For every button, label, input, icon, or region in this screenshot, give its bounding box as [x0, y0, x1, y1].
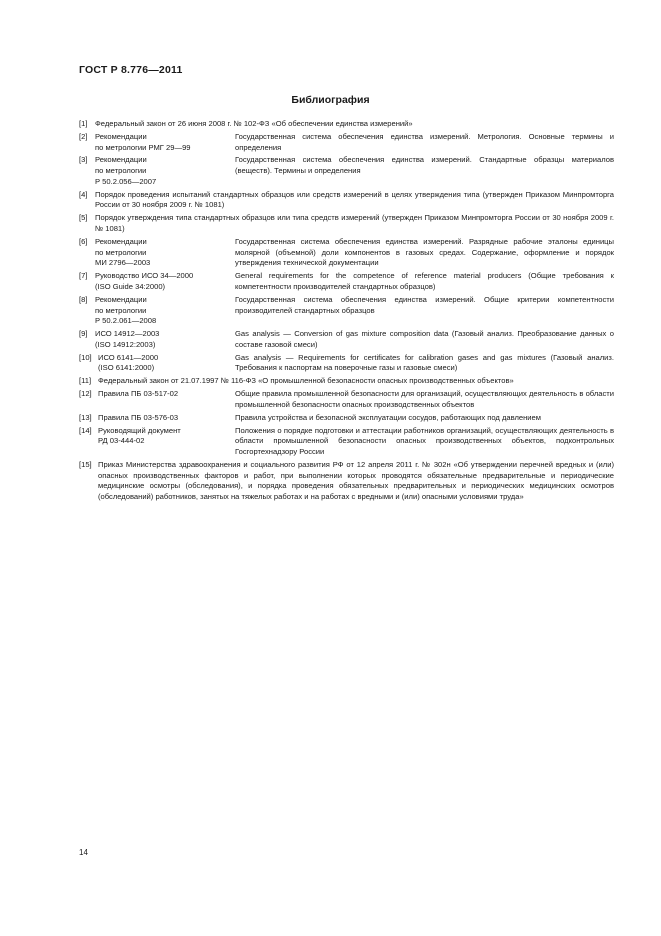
entry-text: Федеральный закон от 26 июня 2008 г. № 102-ФЗ «Об обеспечении единства измерений»	[95, 119, 413, 128]
entry-description: Gas analysis — Requirements for certificates for calibration gases and gas mixtures (Газовый анализ. Требования к паспортам на поверочные газы и газовые смеси)	[235, 352, 614, 373]
bibliography-entry	[79, 413, 614, 424]
entry-number: [11]	[79, 376, 92, 386]
entry-number: [3]	[79, 155, 88, 165]
bibliography-entry	[79, 213, 614, 234]
bibliography-entry	[79, 119, 614, 130]
entry-number: [4]	[79, 189, 88, 199]
entry-number: [1]	[79, 119, 88, 128]
entry-designation: Правила ПБ 03-517-02	[98, 389, 179, 399]
entry-number: [8]	[79, 294, 88, 304]
bibliography-entry	[79, 190, 614, 211]
entry-text: Федеральный закон от 21.07.1997 № 116-ФЗ «О промышленной безопасности опасных производственных объектов»	[98, 376, 514, 386]
bibliography-entry	[79, 329, 614, 350]
entry-text: Порядок проведения испытаний стандартных образцов или средств измерений в целях утверждения типа (утвержден Приказом Минпромторга России от 30 ноября 2009 г. № 1081)	[95, 189, 614, 210]
bibliography-entry	[79, 271, 614, 292]
entry-designation: Рекомендации по метрологии Р 50.2.061—2008	[95, 294, 157, 326]
entry-number: [7]	[79, 271, 88, 281]
entry-designation: ИСО 6141—2000 (ISO 6141:2000)	[98, 352, 159, 373]
bibliography-entry	[79, 389, 614, 410]
bibliography-entry	[79, 426, 614, 458]
bibliography-entry	[79, 295, 614, 327]
page-number: 14	[79, 848, 88, 857]
entry-number: [5]	[79, 213, 88, 223]
bibliography-entry	[79, 376, 614, 387]
entry-text: Порядок утверждения типа стандартных образцов или типа средств измерений (утвержден Приказом Минпромторга России от 30 ноября 2009 г. № 1081)	[95, 213, 614, 234]
entry-number: [14]	[79, 425, 92, 435]
entry-number: [12]	[79, 389, 92, 399]
bibliography-entry	[79, 237, 614, 269]
entry-designation: ИСО 14912—2003 (ISO 14912:2003)	[95, 329, 160, 349]
entry-text: Приказ Министерства здравоохранения и социального развития РФ от 12 апреля 2011 г. № 302н «Об утверждении перечней вредных и (или) опасных производственных факторов и работ, при выполнении которых проводятся обязательные предварительные и периодические медицинские осмотры (обследования), и порядка проведения обязательных предварительных и периодических медицинских осмотров (обследований) работников, занятых на тяжелых работах и на работах с вредными и (или) опасными условиями труда»	[98, 460, 614, 502]
entry-designation: Руководящий документ РД 03-444-02	[98, 425, 181, 446]
entry-number: [6]	[79, 236, 88, 246]
entry-number: [9]	[79, 329, 88, 339]
entry-description: Государственная система обеспечения единства измерений. Разрядные рабочие эталоны единицы молярной (объемной) доли компонентов в газовых средах. Содержание, оформление и порядок утверждения технической документации	[235, 236, 614, 268]
entry-designation: Правила ПБ 03-576-03	[98, 412, 179, 422]
entry-description: Государственная система обеспечения единства измерений. Общие критерии компетентности производителей стандартных образцов	[235, 294, 614, 315]
bibliography-entry	[79, 353, 614, 374]
entry-description: Общие правила промышленной безопасности для организаций, осуществляющих деятельность в области промышленной безопасности опасных производственных объектов	[235, 389, 614, 409]
bibliography-entry	[79, 155, 614, 187]
document-header: ГОСТ Р 8.776—2011	[79, 64, 183, 76]
entry-description: Государственная система обеспечения единства измерений. Стандартные образцы материалов (веществ). Термины и определения	[235, 155, 614, 176]
entry-designation: Рекомендации по метрологии РМГ 29—99	[95, 131, 191, 152]
entry-description: Государственная система обеспечения единства измерений. Метрология. Основные термины и определения	[235, 131, 614, 152]
entry-number: [13]	[79, 412, 92, 422]
entry-designation: Рекомендации по метрологии МИ 2796—2003	[95, 236, 151, 268]
entry-number: [15]	[79, 460, 92, 470]
bibliography-title: Библиография	[291, 94, 370, 106]
entry-description: Gas analysis — Conversion of gas mixture composition data (Газовый анализ. Преобразование данных о составе газовой смеси)	[235, 329, 614, 349]
entry-designation: Рекомендации по метрологии Р 50.2.056—2007	[95, 155, 157, 186]
entry-designation: Руководство ИСО 34—2000 (ISO Guide 34:2000)	[95, 271, 194, 291]
bibliography-list	[79, 119, 614, 505]
entry-description: Положения о порядке подготовки и аттестации работников организаций, осуществляющих деятельность в области промышленной безопасности опасных производственных объектов, подконтрольных Госгортехнадзору России	[235, 425, 614, 457]
entry-number: [10]	[79, 352, 92, 362]
entry-description: General requirements for the competence of reference material producers (Общие требования к компетентности производителей стандартных образцов)	[235, 271, 614, 291]
entry-number: [2]	[79, 131, 88, 141]
bibliography-entry	[79, 460, 614, 503]
bibliography-entry	[79, 132, 614, 153]
entry-description: Правила устройства и безопасной эксплуатации сосудов, работающих под давлением	[235, 412, 541, 422]
